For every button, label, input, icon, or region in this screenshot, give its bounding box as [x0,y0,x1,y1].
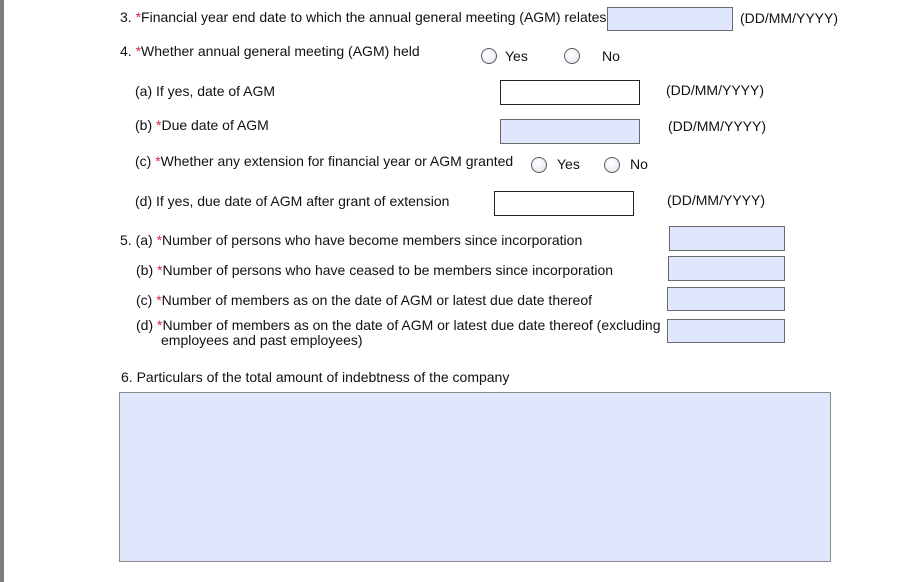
q4-no-label: No [602,48,620,64]
q5d-members-excl-employees-input[interactable] [667,319,785,343]
required-marker: * [155,153,161,169]
q4-yes-radio[interactable] [481,48,497,64]
q4a-date-format-hint: (DD/MM/YYYY) [666,82,764,98]
required-marker: * [156,117,162,133]
required-marker: * [157,262,163,278]
q5b-members-ceased-input[interactable] [668,256,785,281]
required-marker: * [156,232,163,248]
q3-date-format-hint: (DD/MM/YYYY) [740,10,838,26]
q3-label: 3. *Financial year end date to which the annual general meeting (AGM) relates [120,9,607,25]
q4b-label: (b) *Due date of AGM [135,117,269,133]
q4a-label: (a) If yes, date of AGM [135,83,276,99]
q4d-extended-agm-date-input[interactable] [494,191,634,216]
q6-label: 6. Particulars of the total amount of indebtness of the company [121,369,510,385]
page-left-border [0,0,4,582]
q5c-members-count-input[interactable] [667,287,785,311]
required-marker: * [135,9,142,25]
q4c-no-label: No [630,156,648,172]
q4-yes-label: Yes [505,48,528,64]
q4d-label: (d) If yes, due date of AGM after grant of extension [135,193,450,209]
q4b-date-format-hint: (DD/MM/YYYY) [668,118,766,134]
q5d-label-continued: employees and past employees) [161,332,363,348]
q4c-yes-radio[interactable] [531,157,547,173]
q3-fy-end-date-input[interactable] [607,7,733,31]
required-marker: * [157,317,163,333]
q5a-members-joined-input[interactable] [669,226,785,251]
q5b-label: (b) *Number of persons who have ceased to be members since incorporation [136,262,614,278]
q5d-label: (d) *Number of members as on the date of AGM or latest due date thereof (excluding [136,317,661,333]
q5c-label: (c) *Number of members as on the date of AGM or latest due date thereof [136,292,593,308]
required-marker: * [156,292,162,308]
q4b-agm-due-date-input[interactable] [500,119,640,144]
required-marker: * [135,43,142,59]
q4c-label: (c) *Whether any extension for financial year or AGM granted [135,153,514,169]
q5a-label: 5. (a) *Number of persons who have become members since incorporation [120,232,583,248]
q4a-agm-date-input[interactable] [500,80,640,105]
q4c-yes-label: Yes [557,156,580,172]
q4d-date-format-hint: (DD/MM/YYYY) [667,192,765,208]
q4-no-radio[interactable] [564,48,580,64]
q4c-no-radio[interactable] [604,157,620,173]
q4-label: 4. *Whether annual general meeting (AGM) held [120,43,420,59]
q6-indebtedness-textarea[interactable] [119,392,831,562]
